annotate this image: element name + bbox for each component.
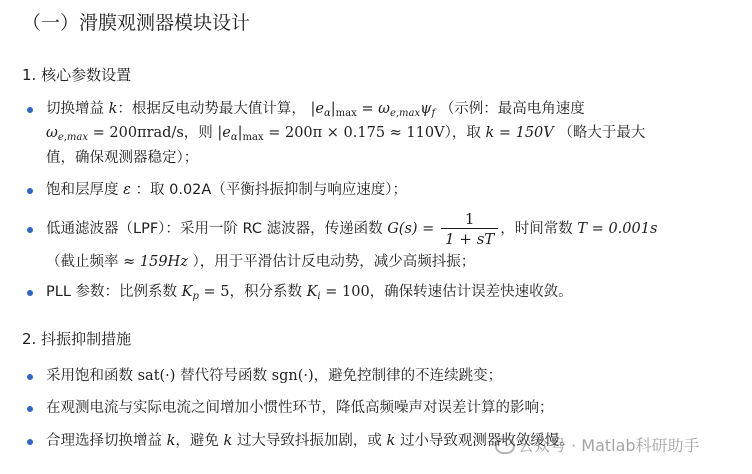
list-item-saturation-function: 采用饱和函数 sat(·) 替代符号函数 sgn(·)，避免控制律的不连续跳变； (46, 368, 503, 384)
watermark: 公众号 · Matlab科研助手 (495, 435, 700, 457)
list-item-pll-parameters: PLL 参数：比例系数 $K_p = 5$，积分系数 $K_i = 100$，确保转速估计误差快速收敛。 (46, 284, 573, 302)
bullet-dot (27, 290, 33, 296)
bullet-dot (27, 107, 33, 113)
formula-e-alpha-max: $|e_\alpha|_{max} = \omega_{e,max}\psi_f$ (310, 101, 436, 119)
bullet-dot (27, 374, 33, 380)
section-title: （一）滑膜观测器模块设计 (22, 12, 251, 34)
list-item-switch-gain-line3: 值，确保观测器稳定）； (46, 150, 199, 166)
transfer-function-fraction: $\frac{1}{1 + sT}$ (441, 210, 498, 248)
subsection-heading-parameters: 1. 核心参数设置 (22, 66, 132, 84)
list-item-inertia-link: 在观测电流与实际电流之间增加小惯性环节，降低高频噪声对误差计算的影响； (46, 400, 554, 416)
bullet-dot (27, 406, 33, 412)
list-item-low-pass-filter: 低通滤波器（LPF）：采用一阶 RC 滤波器，传递函数 G(s) = $\frac{1}{1 + sT}$ ，时间常数 T = 0.001s (46, 210, 658, 248)
list-item-low-pass-filter-line2: （截止频率 ≈ 159Hz ），用于平滑估计反电动势，减少高频抖振； (46, 254, 476, 270)
list-item-switch-gain: 切换增益 k：根据反电动势最大值计算， $|e_\alpha|_{max} = \omega_{e,max}\psi_f$ （示例：最高电角速度 (46, 101, 585, 119)
subsection-heading-chattering: 2. 抖振抑制措施 (22, 330, 132, 348)
bullet-dot (27, 227, 33, 233)
list-item-gain-selection: 合理选择切换增益 k，避免 k 过大导致抖振加剧，或 k 过小导致观测器收敛缓慢。 (46, 433, 574, 449)
bullet-dot (27, 439, 33, 445)
bullet-dot (27, 188, 33, 194)
list-item-switch-gain-line2: $\omega_{e,max} = 200\pi rad/s$，则 $|e_\alpha|_{max} = 200\pi \times 0.175 \approx 110V$），取 k = 150V （略大于最大 (46, 125, 646, 143)
list-item-saturation-layer: 饱和层厚度 ε ：取 0.02A（平衡抖振抑制与响应速度）； (46, 182, 408, 198)
wechat-icon (495, 438, 515, 454)
